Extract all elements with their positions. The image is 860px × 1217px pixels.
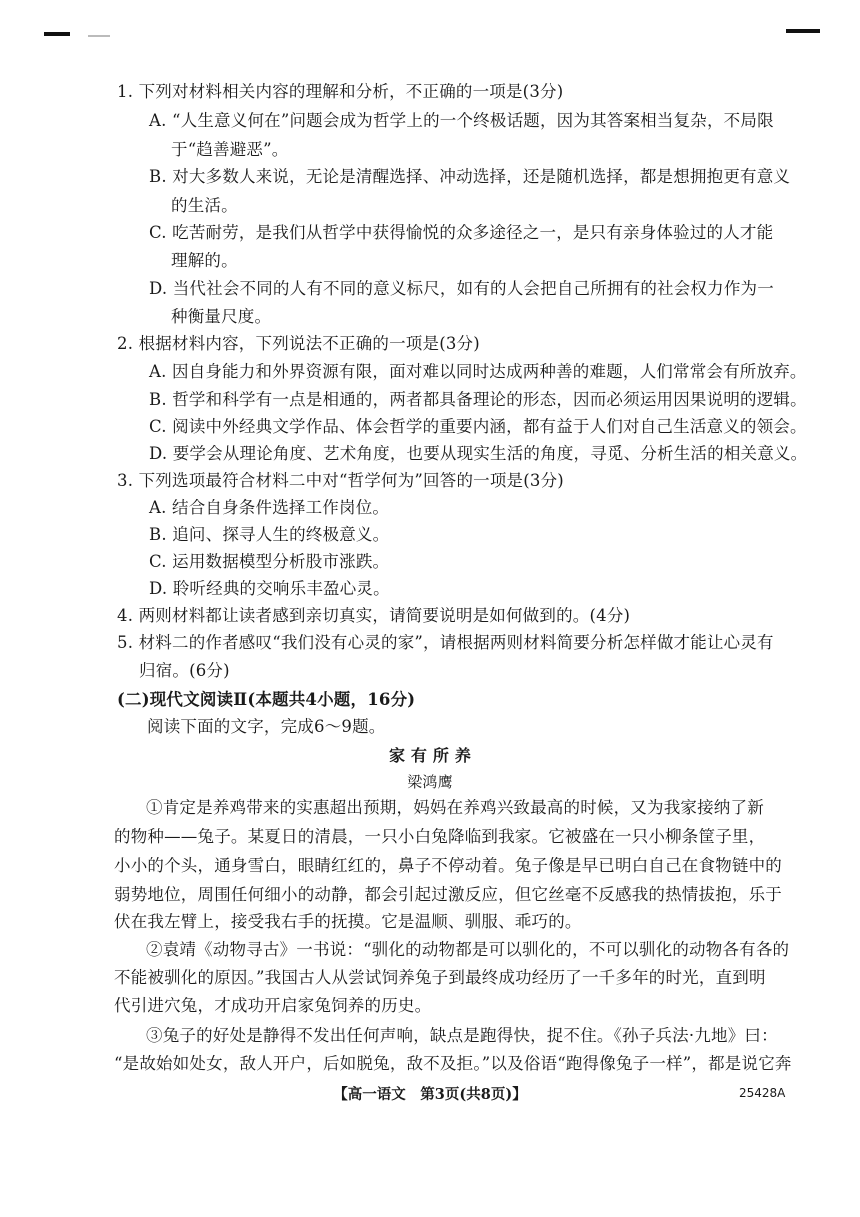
question-2-option-a: A. 因自身能力和外界资源有限，面对难以同时达成两种善的难题，人们常常会有所放弃。 bbox=[149, 362, 807, 381]
question-4: 4. 两则材料都让读者感到亲切真实，请简要说明是如何做到的。(4分) bbox=[117, 606, 631, 625]
question-1-option-a: A. “人生意义何在”问题会成为哲学上的一个终极话题，因为其答案相当复杂，不局限 bbox=[149, 111, 774, 130]
question-2-option-c: C. 阅读中外经典文学作品、体会哲学的重要内涵，都有益于人们对自己生活意义的领会。 bbox=[149, 417, 807, 436]
question-1-option-d-cont: 种衡量尺度。 bbox=[171, 307, 272, 326]
question-1-option-a-cont: 于“趋善避恶”。 bbox=[171, 140, 289, 159]
article-paragraph-1-line: 伏在我左臂上，接受我右手的抚摸。它是温顺、驯服、乖巧的。 bbox=[114, 912, 582, 931]
article-paragraph-1-line: ①肯定是养鸡带来的实惠超出预期，妈妈在养鸡兴致最高的时候，又为我家接纳了新 bbox=[146, 798, 764, 817]
article-paragraph-1-line: 小小的个头，通身雪白，眼睛红红的，鼻子不停动着。兔子像是早已明白自己在食物链中的 bbox=[114, 856, 782, 875]
question-1-option-b: B. 对大多数人来说，无论是清醒选择、冲动选择，还是随机选择，都是想拥抱更有意义 bbox=[149, 167, 791, 186]
question-5: 5. 材料二的作者感叹“我们没有心灵的家”，请根据两则材料简要分析怎样做才能让心灵有 bbox=[117, 633, 774, 652]
question-3-option-d: D. 聆听经典的交响乐丰盈心灵。 bbox=[149, 579, 390, 598]
page-footer-code: 25428A bbox=[739, 1086, 786, 1100]
scan-mark-left bbox=[44, 32, 70, 36]
article-title: 家 有 所 养 bbox=[388, 746, 472, 765]
question-1-stem: 1. 下列对材料相关内容的理解和分析，不正确的一项是(3分) bbox=[117, 82, 564, 101]
question-2-option-d: D. 要学会从理论角度、艺术角度，也要从现实生活的角度，寻觅、分析生活的相关意义。 bbox=[149, 444, 808, 463]
question-3-option-a: A. 结合自身条件选择工作岗位。 bbox=[149, 498, 390, 517]
article-paragraph-2-line: ②袁靖《动物寻古》一书说：“驯化的动物都是可以驯化的，不可以驯化的动物各有各的 bbox=[146, 940, 790, 959]
question-2-stem: 2. 根据材料内容，下列说法不正确的一项是(3分) bbox=[117, 334, 480, 353]
page-footer-label: 【高一语文 第3页(共8页)】 bbox=[333, 1086, 527, 1103]
section-instruction: 阅读下面的文字，完成6～9题。 bbox=[147, 717, 386, 736]
scan-mark-left-faint bbox=[88, 35, 110, 37]
question-2-option-b: B. 哲学和科学有一点是相通的，两者都具备理论的形态，因而必须运用因果说明的逻辑。 bbox=[149, 390, 807, 409]
section-heading: (二)现代文阅读Ⅱ(本题共4小题，16分) bbox=[117, 690, 416, 709]
question-5-cont: 归宿。(6分) bbox=[139, 661, 230, 680]
article-paragraph-3-line: ③兔子的好处是静得不发出任何声响，缺点是跑得快，捉不住。《孙子兵法·九地》曰： bbox=[146, 1026, 778, 1045]
article-paragraph-2-line: 代引进穴兔，才成功开启家兔饲养的历史。 bbox=[114, 996, 432, 1015]
question-3-option-b: B. 追问、探寻人生的终极意义。 bbox=[149, 525, 390, 544]
question-1-option-c-cont: 理解的。 bbox=[171, 251, 238, 270]
question-3-stem: 3. 下列选项最符合材料二中对“哲学何为”回答的一项是(3分) bbox=[117, 471, 564, 490]
article-paragraph-2-line: 不能被驯化的原因。”我国古人从尝试饲养兔子到最终成功经历了一千多年的时光，直到明 bbox=[114, 968, 766, 987]
article-paragraph-1-line: 的物种——兔子。某夏日的清晨，一只小白兔降临到我家。它被盛在一只小柳条筐子里， bbox=[114, 827, 766, 846]
question-1-option-d: D. 当代社会不同的人有不同的意义标尺，如有的人会把自己所拥有的社会权力作为一 bbox=[149, 279, 774, 298]
article-paragraph-1-line: 弱势地位，周围任何细小的动静，都会引起过激反应，但它丝毫不反感我的热情拔抱，乐于 bbox=[114, 885, 782, 904]
article-author: 梁鸿鹰 bbox=[407, 773, 453, 791]
scan-mark-right bbox=[786, 29, 820, 33]
question-1-option-b-cont: 的生活。 bbox=[171, 196, 238, 215]
article-paragraph-3-line: “是故始如处女，敌人开户，后如脱兔，敌不及拒。”以及俗语“跑得像兔子一样”，都是说它奔 bbox=[114, 1054, 792, 1073]
question-1-option-c: C. 吃苦耐劳，是我们从哲学中获得愉悦的众多途径之一，是只有亲身体验过的人才能 bbox=[149, 223, 774, 242]
question-3-option-c: C. 运用数据模型分析股市涨跌。 bbox=[149, 552, 390, 571]
